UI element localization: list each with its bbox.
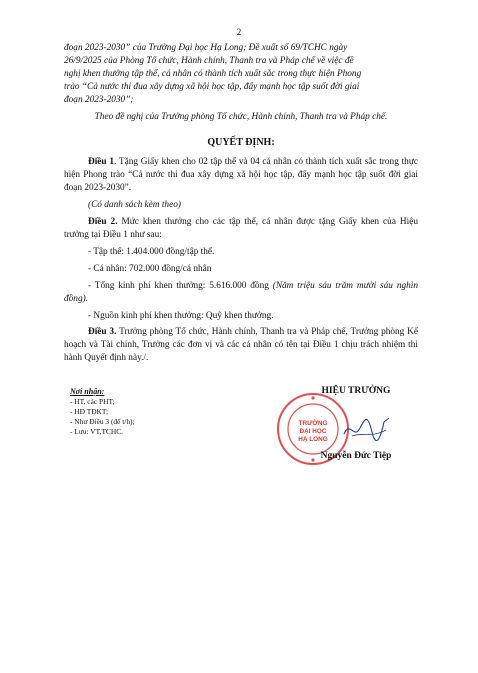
recipient-item: - Như Điều 3 (để t/h); bbox=[70, 417, 135, 426]
article-2-text: Mức khen thưởng cho các tập thể, cá nhân được tặng Giấy khen của Hiệu trưởng tại Điều 1 như sau: bbox=[64, 217, 418, 240]
preamble bbox=[64, 42, 418, 107]
article-2-collective: - Tập thể: 1.404.000 đồng/tập thể. bbox=[88, 247, 215, 257]
article-3-text: Trưởng phòng Tổ chức, Hành chính, Thanh tra và Pháp chế, Trưởng phòng Kế hoạch và Tài chính, Trưởng các đơn vị và các cá nhân có tên tại Điều 1 chịu trách nhiệm thi hành Quyết định này./. bbox=[64, 327, 418, 363]
recipient-item: - HĐ TĐKT; bbox=[70, 407, 109, 416]
articles bbox=[64, 156, 418, 365]
seal-line-2: ĐẠI HỌC bbox=[299, 428, 327, 435]
recipient-item: - HT, các PHT; bbox=[70, 397, 115, 406]
article-2-total-text: - Tổng kinh phí khen thưởng: 5.616.000 đồng bbox=[88, 281, 273, 291]
signature-mark bbox=[342, 410, 392, 446]
article-2-source: - Nguồn kinh phí khen thưởng: Quỹ khen thưởng. bbox=[88, 311, 274, 321]
intro-line: đoạn 2023-2030”; bbox=[64, 95, 134, 105]
intro-line: đoạn 2023-2030” của Trường Đại học Hạ Long; Đề xuất số 69/TCHC ngày bbox=[64, 43, 348, 53]
intro-line: nghị khen thưởng tập thể, cá nhân có thành tích xuất sắc trong thực hiện Phong bbox=[64, 69, 362, 79]
article-2-label: Điều 2. bbox=[88, 217, 118, 227]
signer-title: HIỆU TRƯỞNG bbox=[321, 386, 391, 396]
article-2-total bbox=[64, 280, 418, 306]
recipient-item: - Lưu: VT,TCHC. bbox=[70, 427, 124, 436]
recipients-block bbox=[70, 387, 135, 437]
recipients-heading: Nơi nhận: bbox=[70, 387, 105, 396]
article-2 bbox=[64, 216, 418, 242]
signer-name: Nguyễn Đức Tiệp bbox=[320, 451, 392, 461]
article-2-total-words: (Năm triệu sáu trăm mười sáu nghìn đồng). bbox=[64, 281, 418, 304]
decision-heading: QUYẾT ĐỊNH: bbox=[207, 137, 275, 148]
article-2-individual: - Cá nhân: 702.000 đồng/cá nhân bbox=[88, 264, 212, 274]
article-1 bbox=[64, 156, 418, 195]
article-1-text: . Tặng Giấy khen cho 02 tập thể và 04 cá nhân có thành tích xuất sắc trong thực hiện Phong trào “Cả nước thi đua xây dựng xã hội học tập, đẩy mạnh học tập suốt đời giai đoạn 2023-2030”. bbox=[64, 157, 418, 193]
article-1-note: (Có danh sách kèm theo) bbox=[88, 200, 181, 210]
article-1-label: Điều 1 bbox=[88, 157, 114, 167]
seal-line-1: TRƯỜNG bbox=[298, 420, 328, 427]
article-3 bbox=[64, 326, 418, 365]
seal-line-3: HẠ LONG bbox=[298, 436, 328, 443]
proposal-line: Theo đề nghị của Trưởng phòng Tổ chức, Hành chính, Thanh tra và Pháp chế. bbox=[94, 112, 388, 122]
article-3-label: Điều 3. bbox=[88, 327, 117, 337]
intro-line: trào “Cả nước thi đua xây dựng xã hội học tập, đẩy mạnh học tập suốt đời giai bbox=[64, 82, 360, 92]
intro-line: 26/9/2025 của Phòng Tổ chức, Hành chính, Thanh tra và Pháp chế về việc đề bbox=[64, 56, 354, 66]
page-number: 2 bbox=[236, 27, 242, 37]
